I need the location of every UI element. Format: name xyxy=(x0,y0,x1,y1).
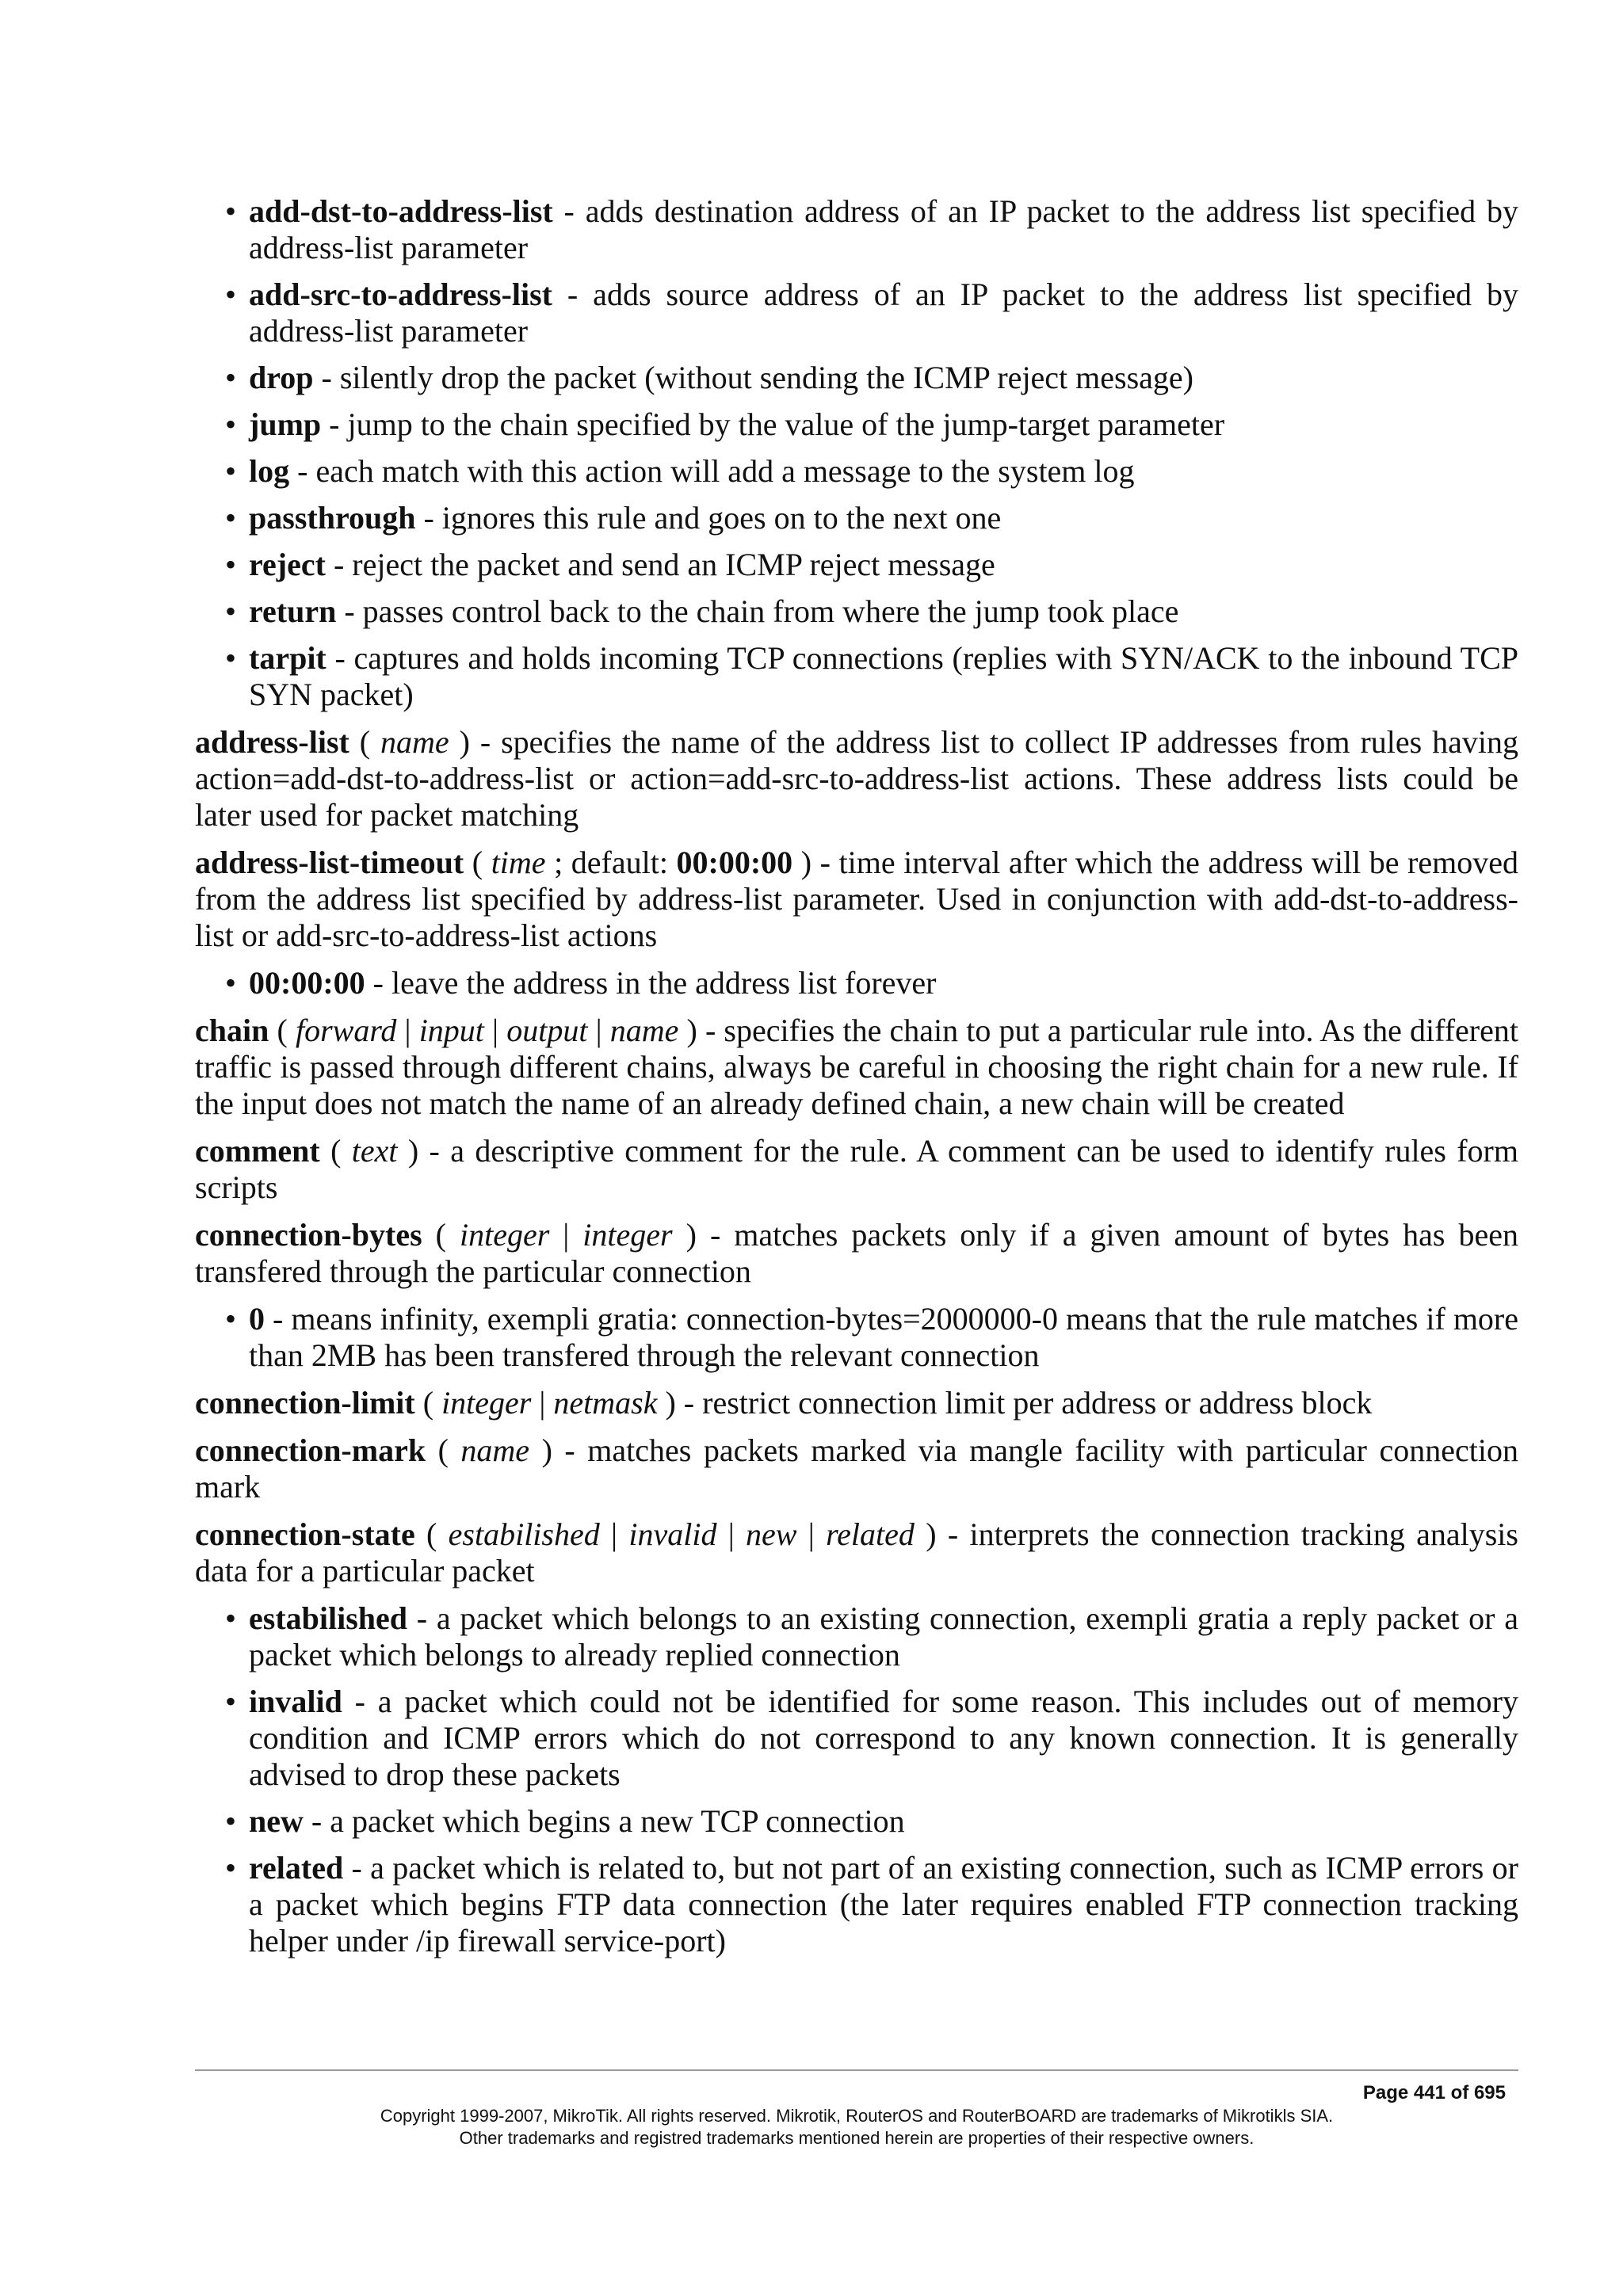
option-desc: - means infinity, exempli gratia: connection-bytes=2000000-0 means that the rule matches if more than 2MB has been transfered through the relevant connection xyxy=(249,1301,1518,1373)
paren-open: ( xyxy=(464,845,491,880)
param-type: netmask xyxy=(553,1385,658,1421)
list-item xyxy=(225,453,1518,490)
type-separator: | xyxy=(796,1516,827,1552)
param-term: connection-mark xyxy=(195,1432,426,1468)
bullet: • xyxy=(225,593,237,629)
param-type: estabilished xyxy=(448,1516,600,1552)
option-term: related xyxy=(249,1850,344,1886)
param-type: forward xyxy=(295,1013,397,1048)
list-item xyxy=(225,965,1518,1001)
list-item xyxy=(225,277,1518,349)
option-desc: - a packet which could not be identified for some reason. This includes out of memory condition and ICMP errors which do not correspond to any known connection. It is generally advised to drop these packets xyxy=(249,1684,1518,1792)
bullet: • xyxy=(225,965,237,1001)
bullet: • xyxy=(225,1850,237,1886)
paren-close: ) xyxy=(397,1133,419,1169)
paren-open: ( xyxy=(269,1013,296,1048)
bullet: • xyxy=(225,500,237,536)
param-term: connection-limit xyxy=(195,1385,415,1421)
param-type: name xyxy=(460,1432,530,1468)
param-desc: - interprets the connection tracking analysis data for a particular packet xyxy=(195,1516,1518,1589)
option-desc: - passes control back to the chain from where the jump took place xyxy=(336,593,1179,629)
param-desc: - time interval after which the address will be removed from the address list specified by address-list parameter. Used in conjunction with add-dst-to-address-list or add-src-to-address-list actions xyxy=(195,845,1518,953)
paren-close: ) xyxy=(672,1217,697,1253)
list-item xyxy=(225,547,1518,583)
param-type: integer xyxy=(441,1385,532,1421)
param-type: time xyxy=(491,845,546,880)
option-term: drop xyxy=(249,360,314,395)
option-desc: - captures and holds incoming TCP connections (replies with SYN/ACK to the inbound TCP SYN packet) xyxy=(249,640,1518,712)
paren-close: ) xyxy=(678,1013,697,1048)
option-term: log xyxy=(249,453,290,489)
param-type: name xyxy=(609,1013,679,1048)
action-options-list xyxy=(195,193,1518,713)
param-desc: - a descriptive comment for the rule. A comment can be used to identify rules form scripts xyxy=(195,1133,1518,1205)
bullet: • xyxy=(225,640,237,676)
default-value: 00:00:00 xyxy=(676,845,793,880)
param-address-list-timeout xyxy=(195,845,1518,954)
list-item xyxy=(225,406,1518,443)
bullet: • xyxy=(225,1684,237,1719)
paren-close: ) xyxy=(914,1516,937,1552)
option-term: add-dst-to-address-list xyxy=(249,193,553,229)
bullet: • xyxy=(225,453,237,489)
param-type: related xyxy=(826,1516,915,1552)
paren-close: ) xyxy=(792,845,812,880)
option-term: jump xyxy=(249,406,322,442)
type-separator: | xyxy=(587,1013,610,1048)
option-desc: - each match with this action will add a message to the system log xyxy=(289,453,1135,489)
param-type: invalid xyxy=(628,1516,717,1552)
type-separator: | xyxy=(531,1385,554,1421)
bullet: • xyxy=(225,277,237,312)
param-type: integer xyxy=(459,1217,550,1253)
param-type: name xyxy=(380,724,449,760)
list-item xyxy=(225,1301,1518,1374)
page-content xyxy=(195,193,1518,1970)
paren-open: ( xyxy=(319,1133,352,1169)
param-term: chain xyxy=(195,1013,269,1048)
param-connection-mark xyxy=(195,1432,1518,1505)
option-desc: - reject the packet and send an ICMP reject message xyxy=(325,547,995,582)
param-desc: - matches packets marked via mangle facility with particular connection mark xyxy=(195,1432,1518,1505)
paren-open: ( xyxy=(414,1385,442,1421)
list-item xyxy=(225,500,1518,536)
option-desc: - adds source address of an IP packet to the address list specified by address-list parameter xyxy=(249,277,1518,349)
type-separator: | xyxy=(483,1013,507,1048)
option-desc: - ignores this rule and goes on to the next one xyxy=(415,500,1002,536)
copyright-line: Copyright 1999-2007, MikroTik. All rights reserved. Mikrotik, RouterOS and RouterBOARD are trademarks of Mikrotikls SIA. xyxy=(380,2106,1334,2126)
param-connection-state xyxy=(195,1516,1518,1589)
bullet: • xyxy=(225,1301,237,1337)
param-type: integer xyxy=(582,1217,673,1253)
list-item xyxy=(225,1684,1518,1793)
param-term: connection-bytes xyxy=(195,1217,422,1253)
param-desc: - matches packets only if a given amount of bytes has been transfered through the particular connection xyxy=(195,1217,1518,1289)
param-connection-bytes xyxy=(195,1217,1518,1290)
type-separator: | xyxy=(396,1013,419,1048)
type-separator: | xyxy=(549,1217,583,1253)
type-separator: | xyxy=(599,1516,629,1552)
param-term: address-list xyxy=(195,724,349,760)
list-item xyxy=(225,360,1518,396)
paren-open: ( xyxy=(426,1432,461,1468)
option-term: add-src-to-address-list xyxy=(249,277,552,312)
paren-close: ) xyxy=(657,1385,676,1421)
footer-divider xyxy=(195,2069,1518,2071)
param-term: connection-state xyxy=(195,1516,415,1552)
option-desc: - a packet which is related to, but not part of an existing connection, such as ICMP errors or a packet which begins FTP data connection (the later requires enabled FTP connection tracking helper under /ip firewall service-port) xyxy=(249,1850,1518,1958)
trademark-line: Other trademarks and registred trademarks mentioned herein are properties of their respective owners. xyxy=(459,2128,1254,2148)
bullet: • xyxy=(225,193,237,229)
option-desc: - silently drop the packet (without sending the ICMP reject message) xyxy=(313,360,1193,395)
paren-close: ) xyxy=(449,724,470,760)
option-term: tarpit xyxy=(249,640,327,676)
list-item xyxy=(225,193,1518,266)
param-type: output xyxy=(506,1013,588,1048)
connection-state-options xyxy=(195,1600,1518,1959)
option-term: estabilished xyxy=(249,1600,408,1636)
list-item xyxy=(225,640,1518,713)
bullet: • xyxy=(225,1600,237,1636)
bullet: • xyxy=(225,1803,237,1839)
param-desc: - restrict connection limit per address or address block xyxy=(675,1385,1373,1421)
list-item xyxy=(225,1850,1518,1959)
bullet: • xyxy=(225,406,237,442)
paren-open: ( xyxy=(349,724,381,760)
paren-open: ( xyxy=(422,1217,460,1253)
param-comment xyxy=(195,1133,1518,1206)
param-address-list xyxy=(195,724,1518,833)
option-term: passthrough xyxy=(249,500,416,536)
option-term: 00:00:00 xyxy=(249,965,365,1001)
option-desc: - adds destination address of an IP packet to the address list specified by address-list parameter xyxy=(249,193,1518,265)
option-term: reject xyxy=(249,547,326,582)
option-term: 0 xyxy=(249,1301,265,1337)
option-desc: - leave the address in the address list forever xyxy=(365,965,937,1001)
option-term: return xyxy=(249,593,337,629)
option-desc: - jump to the chain specified by the value of the jump-target parameter xyxy=(321,406,1225,442)
param-type: text xyxy=(351,1133,398,1169)
param-term: comment xyxy=(195,1133,320,1169)
option-term: invalid xyxy=(249,1684,342,1719)
param-chain xyxy=(195,1013,1518,1122)
param-type: new xyxy=(746,1516,797,1552)
list-item xyxy=(225,1600,1518,1673)
list-item xyxy=(225,593,1518,630)
bullet: • xyxy=(225,360,237,395)
connection-bytes-options xyxy=(195,1301,1518,1374)
param-desc: - specifies the chain to put a particular rule into. As the different traffic is passed through different chains, always be careful in choosing the right chain for a new rule. If the input does not match the name of an already defined chain, a new chain will be created xyxy=(195,1013,1518,1121)
param-term: address-list-timeout xyxy=(195,845,464,880)
option-desc: - a packet which belongs to an existing connection, exempli gratia a reply packet or a packet which belongs to already replied connection xyxy=(249,1600,1518,1672)
default-label: ; default: xyxy=(545,845,677,880)
param-connection-limit xyxy=(195,1385,1518,1421)
bullet: • xyxy=(225,547,237,582)
page-number: Page 441 of 695 xyxy=(1362,2082,1506,2103)
param-type: input xyxy=(418,1013,484,1048)
paren-open: ( xyxy=(414,1516,449,1552)
option-term: new xyxy=(249,1803,304,1839)
param-desc: - specifies the name of the address list to collect IP addresses from rules having action=add-dst-to-address-list or action=add-src-to-address-list actions. These address lists could be later used for packet matching xyxy=(195,724,1518,833)
type-separator: | xyxy=(716,1516,747,1552)
paren-close: ) xyxy=(529,1432,552,1468)
list-item xyxy=(225,1803,1518,1840)
address-list-timeout-options xyxy=(195,965,1518,1001)
option-desc: - a packet which begins a new TCP connection xyxy=(303,1803,905,1839)
